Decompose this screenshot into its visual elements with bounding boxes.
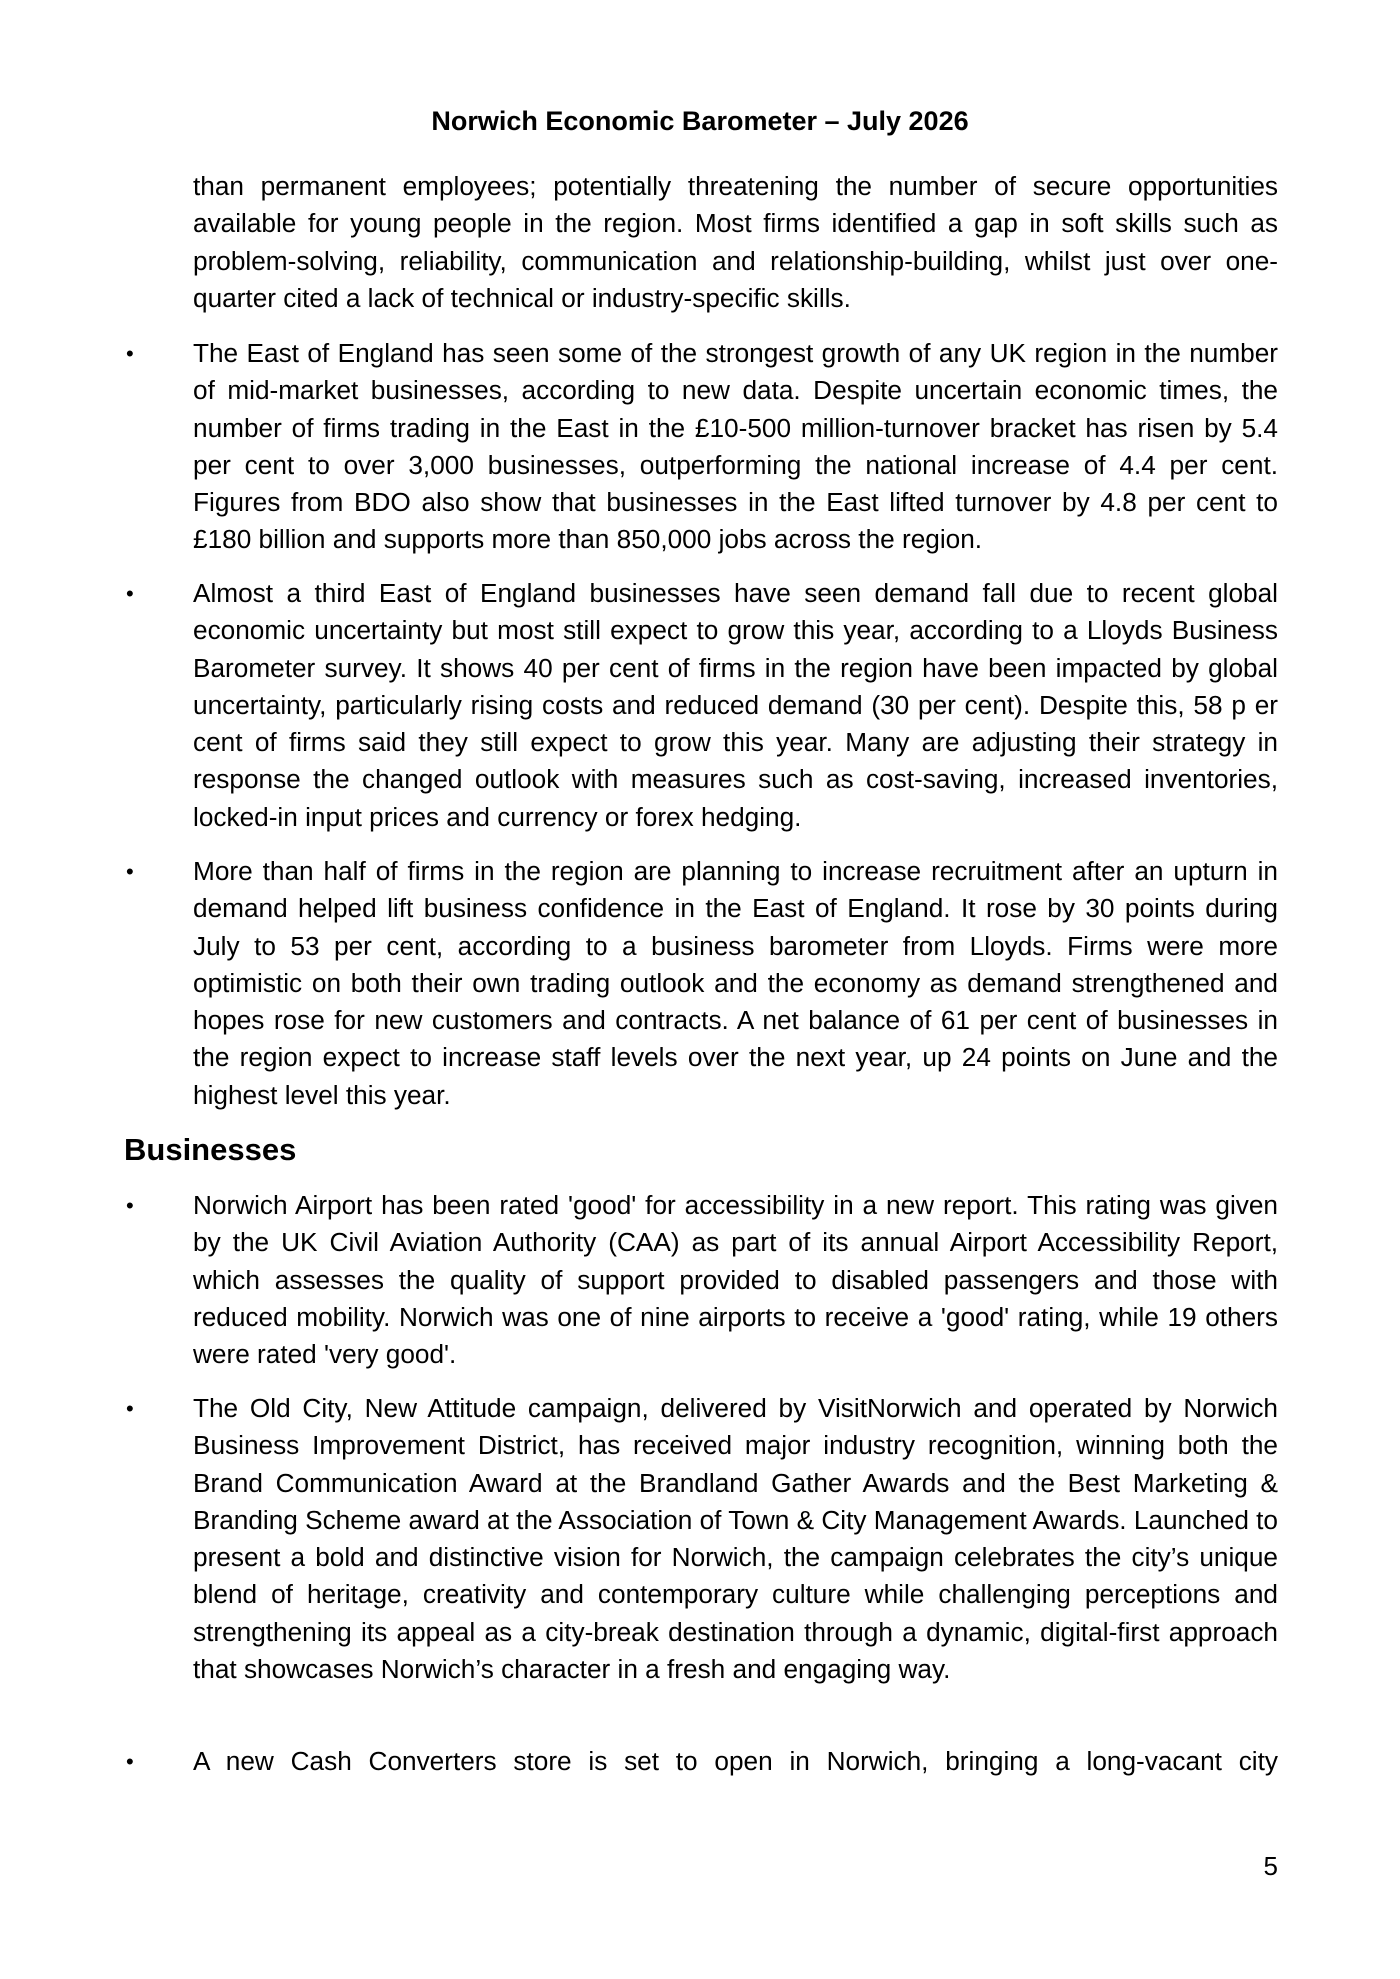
list-item <box>118 853 1278 1115</box>
list-item <box>118 575 1278 837</box>
bullet-marker: • <box>126 1193 134 1218</box>
bullet-marker: • <box>126 1396 134 1421</box>
list-item <box>118 1187 1278 1374</box>
list-item-text: More than half of firms in the region are planning to increase recruitment after an upturn in demand helped lift business confidence in the East of England. It rose by 30 points during July to 53 per cent, according to a business barometer from Lloyds. Firms were more optimistic on both their own trading outlook and the economy as demand strengthened and hopes rose for new customers and contracts. A net balance of 61 per cent of businesses in the region expect to increase staff levels over the next year, up 24 points on June and the highest level this year. <box>193 856 1278 1110</box>
list-item-text: The Old City, New Attitude campaign, delivered by VisitNorwich and operated by Norwich Business Improvement District, has received major industry recognition, winning both the Brand Communication Award at the Brandland Gather Awards and the Best Marketing & Branding Scheme award at the Association of Town & City Management Awards. Launched to present a bold and distinctive vision for Norwich, the campaign celebrates the city’s unique blend of heritage, creativity and contemporary culture while challenging perceptions and strengthening its appeal as a city-break destination through a dynamic, digital-first approach that showcases Norwich’s character in a fresh and engaging way. <box>193 1393 1279 1685</box>
list-item-text: Almost a third East of England businesses have seen demand fall due to recent global economic uncertainty but most still expect to grow this year, according to a Lloyds Business Barometer survey. It shows 40 per cent of firms in the region have been impacted by global uncertainty, particularly rising costs and reduced demand (30 per cent). Despite this, 58 p er cent of firms said they still expect to grow this year. Many are adjusting their strategy in response the changed outlook with measures such as cost-saving, increased inventories, locked-in input prices and currency or forex hedging. <box>193 578 1278 832</box>
list-item <box>118 335 1278 559</box>
document-title: Norwich Economic Barometer – July 2026 <box>431 106 969 136</box>
bullet-marker: • <box>126 859 134 884</box>
bullet-marker: • <box>126 581 134 606</box>
bullet-marker: • <box>126 1749 134 1774</box>
list-item <box>118 1390 1278 1727</box>
list-item-text: A new Cash Converters store is set to open in Norwich, bringing a long-vacant city <box>193 1746 1278 1776</box>
continuation-paragraph: than permanent employees; potentially threatening the number of secure opportunities available for young people in the region. Most firms identified a gap in soft skills such as problem-solving, reliability, communication and relationship-building, whilst just over one-quarter cited a lack of technical or industry-specific skills. <box>193 171 1278 313</box>
list-item-text: Norwich Airport has been rated 'good' for accessibility in a new report. This rating was given by the UK Civil Aviation Authority (CAA) as part of its annual Airport Accessibility Report, which assesses the quality of support provided to disabled passengers and those with reduced mobility. Norwich was one of nine airports to receive a 'good' rating, while 19 others were rated 'very good'. <box>193 1190 1278 1370</box>
bullet-marker: • <box>126 341 134 366</box>
page-number: 5 <box>1263 1851 1278 1881</box>
list-item <box>118 1743 1278 1781</box>
section-heading-businesses: Businesses <box>124 1132 297 1167</box>
list-item-text: The East of England has seen some of the strongest growth of any UK region in the number of mid-market businesses, according to new data. Despite uncertain economic times, the number of firms trading in the East in the £10-500 million-turnover bracket has risen by 5.4 per cent to over 3,000 businesses, outperforming the national increase of 4.4 per cent. Figures from BDO also show that businesses in the East lifted turnover by 4.8 per cent to £180 billion and supports more than 850,000 jobs across the region. <box>193 338 1278 555</box>
